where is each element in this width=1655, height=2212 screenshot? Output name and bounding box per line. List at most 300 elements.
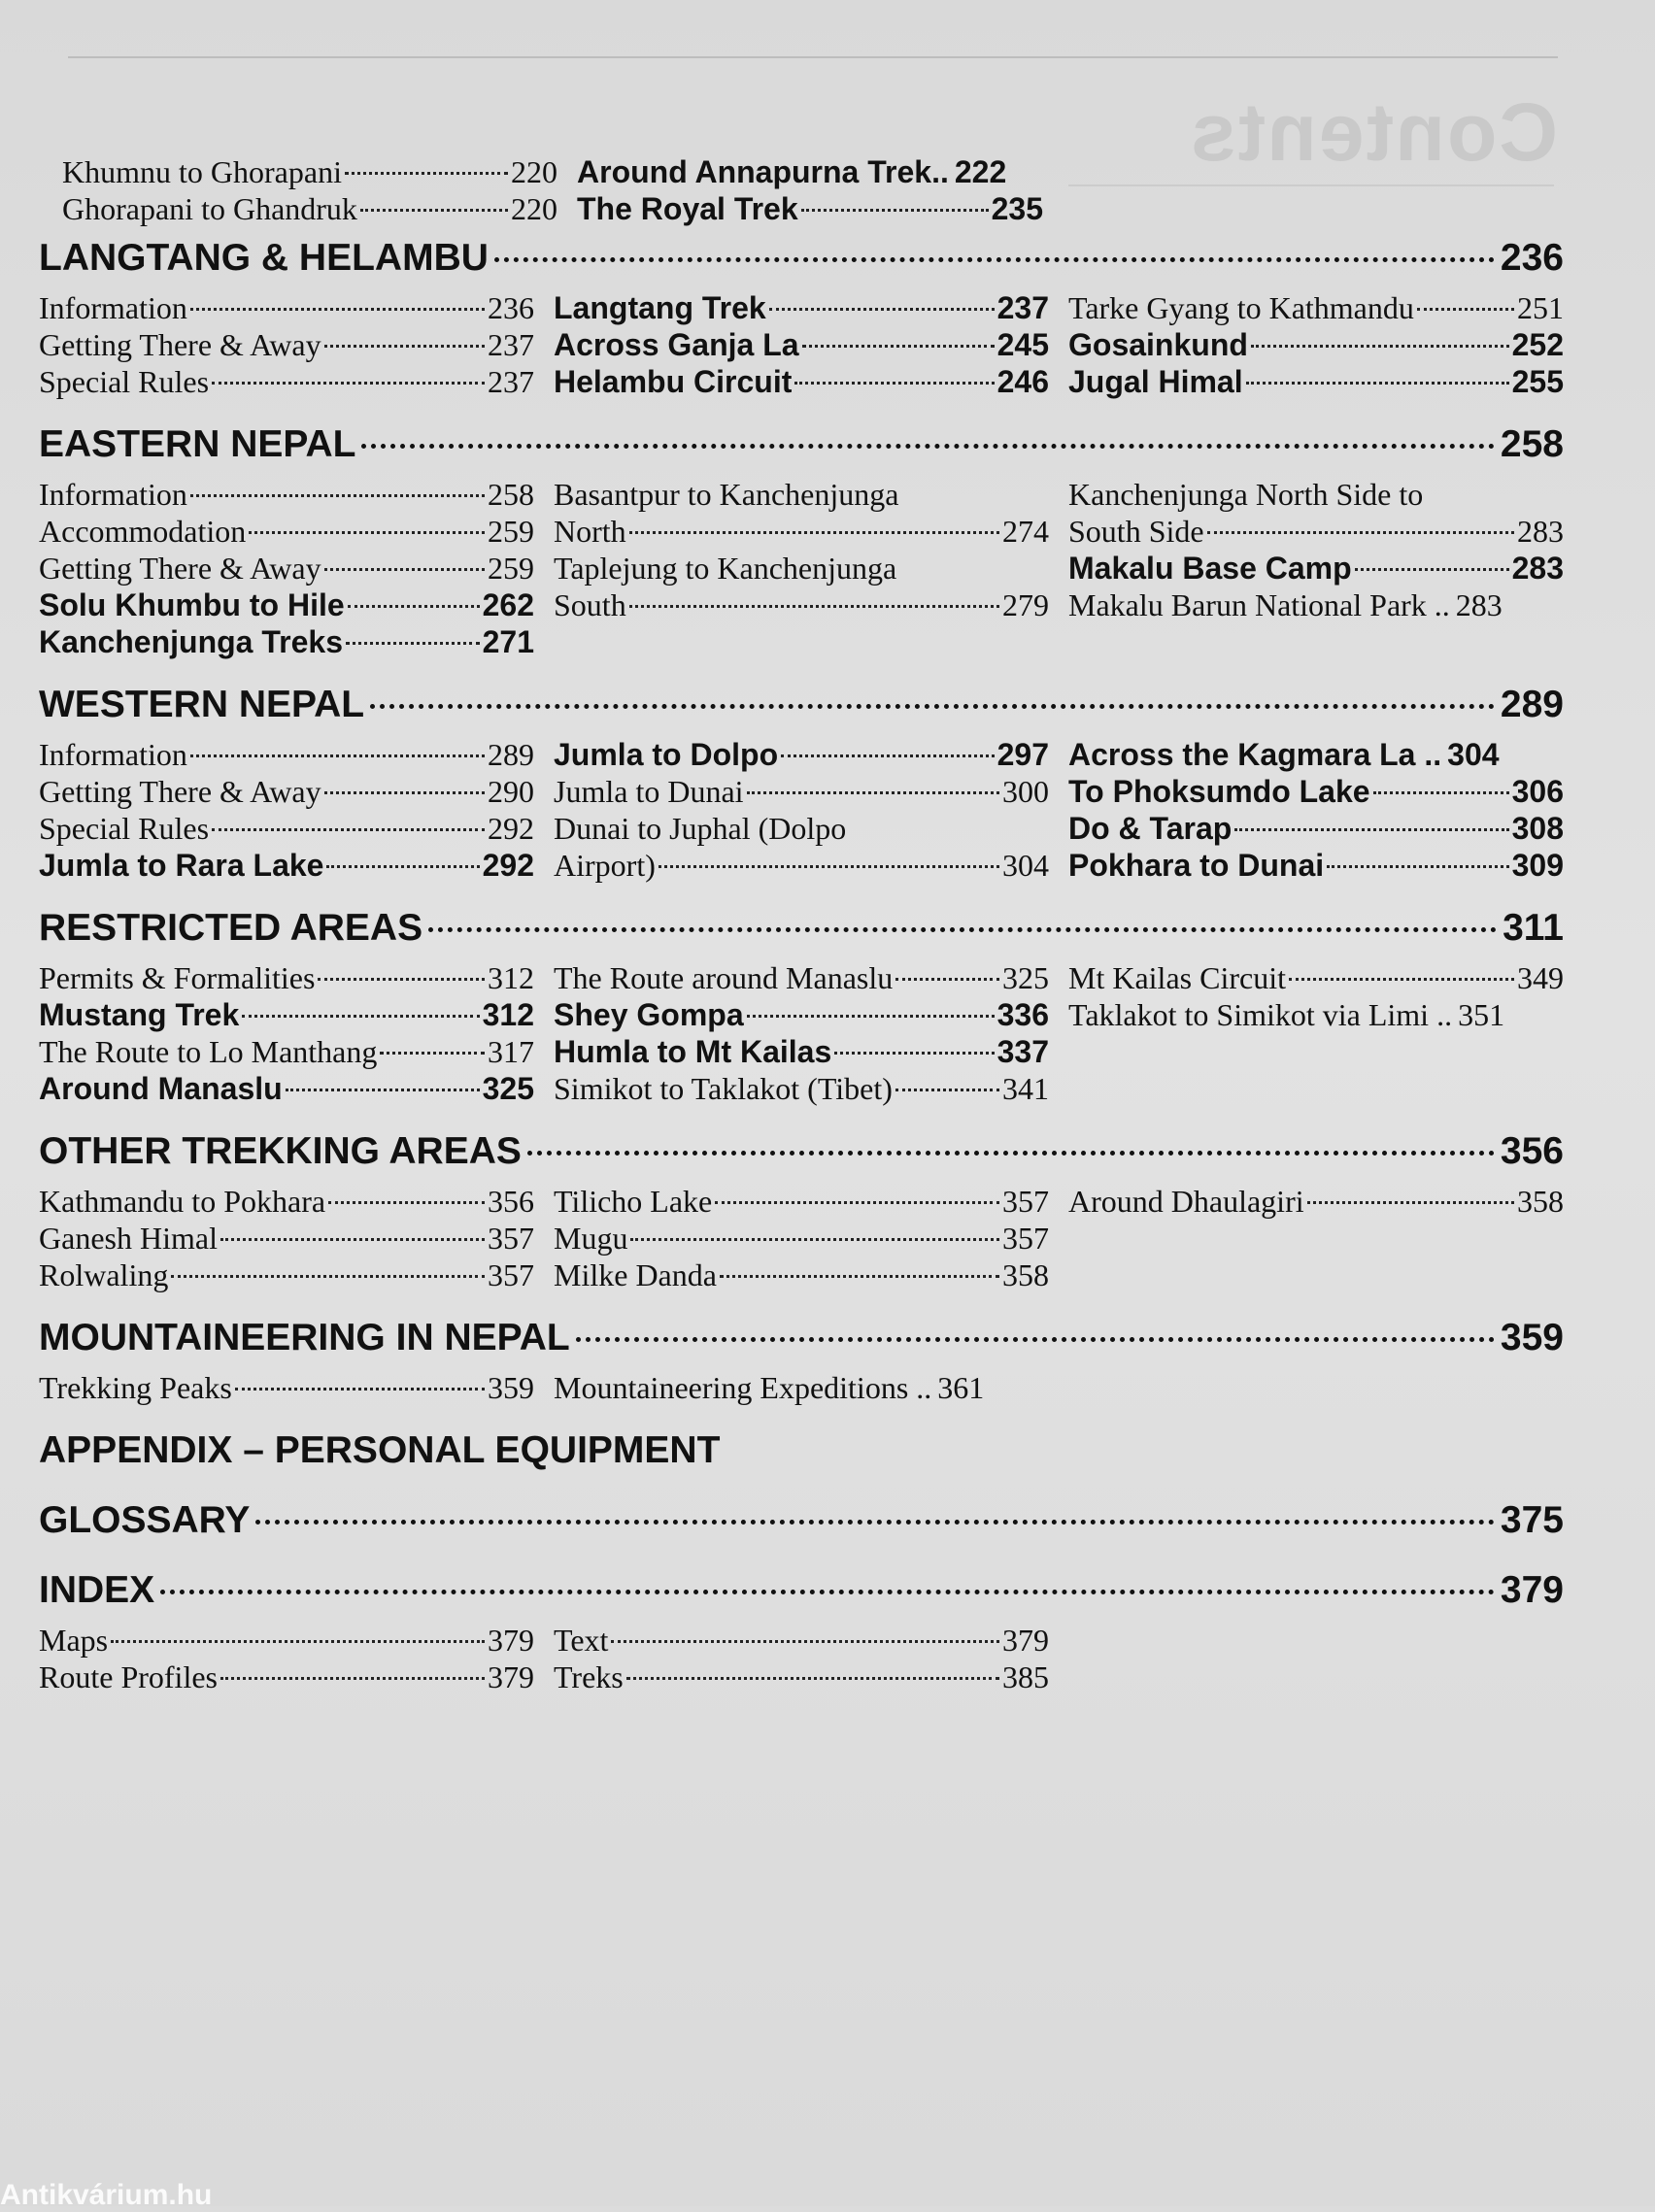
toc-column [554, 1622, 1049, 1695]
toc-entry[interactable] [554, 1033, 1049, 1070]
dot-leader [1417, 308, 1514, 311]
toc-entry[interactable] [39, 996, 534, 1033]
toc-entry[interactable] [1068, 550, 1564, 587]
entry-title: Taplejung to Kanchenjunga [554, 551, 897, 586]
entry-title: Dunai to Juphal (Dolpo [554, 811, 847, 846]
toc-entry[interactable] [554, 996, 1049, 1033]
section-heading[interactable] [39, 1490, 1564, 1552]
entry-page: 258 [488, 477, 534, 512]
toc-entry[interactable] [554, 847, 1049, 884]
toc-column [554, 1183, 1049, 1293]
entry-title: Makalu Barun National Park .. [1068, 587, 1450, 622]
entry-page: 246 [996, 364, 1049, 399]
dot-leader [747, 791, 999, 794]
watermark: Antikvárium.hu [0, 2179, 213, 2211]
entry-title: Tilicho Lake [554, 1184, 713, 1219]
dot-leader [895, 1089, 999, 1091]
section-page: 356 [1500, 1130, 1564, 1172]
dot-leader [611, 1640, 999, 1643]
toc-entry[interactable] [554, 1369, 1049, 1406]
entry-title: South Side [1068, 514, 1204, 549]
entry-title: The Route to Lo Manthang [39, 1034, 378, 1069]
toc-entry[interactable] [554, 1659, 1049, 1695]
entry-title: Mt Kailas Circuit [1068, 960, 1286, 995]
dot-leader [190, 754, 485, 757]
toc-entry[interactable] [577, 153, 1043, 190]
entry-page: 289 [488, 737, 534, 772]
section-heading[interactable] [39, 1307, 1564, 1369]
entry-title: Milke Danda [554, 1257, 717, 1292]
toc-section [39, 1559, 1564, 1709]
contents-list [39, 153, 1564, 1709]
entry-page: 359 [488, 1370, 534, 1405]
dot-leader [190, 308, 485, 311]
entry-page: 290 [488, 774, 534, 809]
entry-page: 358 [1002, 1257, 1049, 1292]
entry-page: 379 [488, 1623, 534, 1658]
entry-title: Rolwaling [39, 1257, 169, 1292]
entry-page: 349 [1517, 960, 1564, 995]
toc-entry[interactable] [39, 1220, 534, 1257]
dot-leader [212, 828, 485, 831]
entry-page: 357 [488, 1257, 534, 1292]
toc-column [554, 959, 1049, 1107]
entry-title: The Royal Trek [577, 191, 798, 226]
entry-title: Across the Kagmara La .. [1068, 737, 1442, 772]
dot-leader [326, 865, 479, 868]
toc-sections [39, 227, 1564, 1709]
toc-entry[interactable] [554, 587, 1049, 623]
entry-page: 255 [1511, 364, 1564, 399]
entry-page: 385 [1002, 1659, 1049, 1694]
toc-entry[interactable] [39, 623, 534, 660]
section-page: 379 [1500, 1569, 1564, 1611]
dot-leader [1355, 568, 1509, 571]
toc-entry[interactable] [62, 190, 557, 227]
toc-entry[interactable] [39, 550, 534, 587]
toc-column [1068, 1622, 1564, 1695]
toc-entry[interactable] [554, 1257, 1049, 1293]
entry-page: 357 [1002, 1184, 1049, 1219]
section-title: GLOSSARY [39, 1499, 251, 1541]
entry-page: 325 [482, 1071, 534, 1106]
entry-page: 325 [1002, 960, 1049, 995]
toc-entry[interactable] [1068, 289, 1564, 326]
toc-entry[interactable] [39, 1369, 534, 1406]
dot-leader [781, 754, 995, 757]
toc-column [1068, 289, 1564, 400]
toc-section [39, 674, 1564, 897]
entry-title: Taklakot to Simikot via Limi .. [1068, 997, 1453, 1032]
entry-title: Shey Gompa [554, 997, 744, 1032]
toc-entry[interactable] [39, 476, 534, 513]
toc-entry[interactable] [39, 736, 534, 773]
toc-entry[interactable] [554, 550, 1049, 587]
entry-page: 300 [1002, 774, 1049, 809]
entry-page: 351 [1458, 997, 1505, 1032]
entry-page: 262 [482, 587, 534, 622]
toc-entry[interactable] [1068, 847, 1564, 884]
toc-entry[interactable] [554, 326, 1049, 363]
toc-column [1068, 736, 1564, 884]
toc-entry[interactable] [39, 326, 534, 363]
toc-column [554, 736, 1049, 884]
dot-leader [895, 978, 999, 981]
section-heading[interactable] [39, 1121, 1564, 1183]
dot-leader [626, 1677, 999, 1680]
dot-leader [1307, 1201, 1514, 1204]
entry-title: To Phoksumdo Lake [1068, 774, 1370, 809]
dot-leader [160, 1590, 1495, 1594]
dot-leader [1207, 531, 1514, 534]
entry-page: 336 [996, 997, 1049, 1032]
dot-leader [220, 1677, 485, 1680]
entry-page: 312 [488, 960, 534, 995]
dot-leader [720, 1275, 999, 1278]
entry-title: Jumla to Dunai [554, 774, 744, 809]
dot-leader [380, 1052, 485, 1055]
entry-title: Gosainkund [1068, 327, 1248, 362]
entry-title: Information [39, 477, 187, 512]
entry-title: Basantpur to Kanchenjunga [554, 477, 899, 512]
entry-title: Across Ganja La [554, 327, 799, 362]
entry-page: 236 [488, 290, 534, 325]
toc-column [1068, 1369, 1564, 1406]
entry-page: 357 [1002, 1221, 1049, 1256]
dot-leader [802, 345, 995, 348]
toc-entry[interactable] [554, 959, 1049, 996]
entry-title: Ghorapani to Ghandruk [62, 191, 357, 226]
dot-leader [1327, 865, 1508, 868]
section-title: APPENDIX – PERSONAL EQUIPMENT [39, 1429, 721, 1471]
entry-title: Jumla to Dolpo [554, 737, 779, 772]
toc-column [39, 1183, 534, 1293]
dot-leader [360, 209, 508, 212]
entry-title: Solu Khumbu to Hile [39, 587, 345, 622]
entry-page: 283 [1517, 514, 1564, 549]
toc-entry[interactable] [39, 289, 534, 326]
section-columns [39, 289, 1564, 400]
entry-title: Getting There & Away [39, 327, 321, 362]
toc-column [554, 1369, 1049, 1406]
section-title: INDEX [39, 1569, 155, 1611]
entry-page: 222 [954, 154, 1007, 189]
top-rule [68, 56, 1558, 58]
entry-page: 361 [937, 1370, 985, 1405]
toc-entry[interactable] [554, 513, 1049, 550]
entry-page: 312 [482, 997, 534, 1032]
toc-entry[interactable] [554, 1070, 1049, 1107]
entry-title: The Route around Manaslu [554, 960, 894, 995]
entry-title: Getting There & Away [39, 551, 321, 586]
toc-entry[interactable] [1068, 959, 1564, 996]
toc-entry[interactable] [39, 1622, 534, 1659]
dot-leader [659, 865, 999, 868]
toc-column [577, 153, 1043, 227]
dot-leader [286, 1089, 480, 1091]
dot-leader [346, 642, 480, 645]
dot-leader [834, 1052, 994, 1055]
toc-column [1068, 476, 1564, 660]
entry-title: Getting There & Away [39, 774, 321, 809]
toc-entry[interactable] [1068, 363, 1564, 400]
dot-leader [324, 345, 485, 348]
entry-page: 304 [1447, 737, 1500, 772]
toc-entry[interactable] [39, 363, 534, 400]
toc-column [39, 476, 534, 660]
section-heading[interactable] [39, 1420, 1564, 1482]
entry-title: Makalu Base Camp [1068, 551, 1352, 586]
entry-page: 220 [511, 191, 557, 226]
entry-title: Special Rules [39, 811, 210, 846]
entry-page: 337 [996, 1034, 1049, 1069]
dot-leader [220, 1238, 485, 1241]
toc-column [39, 1622, 534, 1695]
toc-entry[interactable] [39, 1183, 534, 1220]
dot-leader [801, 209, 989, 212]
dot-leader [255, 1520, 1495, 1525]
dot-leader [1289, 978, 1514, 981]
toc-entry[interactable] [39, 847, 534, 884]
show-through-title: Contents [1189, 86, 1558, 178]
toc-entry[interactable] [577, 190, 1043, 227]
toc-entry[interactable] [39, 1659, 534, 1695]
entry-page: 379 [1002, 1623, 1049, 1658]
toc-entry[interactable] [1068, 773, 1564, 810]
entry-title: Trekking Peaks [39, 1370, 232, 1405]
entry-page: 237 [488, 327, 534, 362]
entry-page: 283 [1511, 551, 1564, 586]
toc-entry[interactable] [1068, 810, 1564, 847]
toc-column [1068, 959, 1564, 1107]
entry-title: Mountaineering Expeditions .. [554, 1370, 932, 1405]
entry-page: 251 [1517, 290, 1564, 325]
toc-entry[interactable] [554, 1220, 1049, 1257]
dot-leader [328, 1201, 485, 1204]
toc-column [39, 959, 534, 1107]
dot-leader [361, 444, 1494, 449]
entry-page: 235 [991, 191, 1043, 226]
toc-entry[interactable] [554, 736, 1049, 773]
entry-page: 274 [1002, 514, 1049, 549]
entry-page: 317 [488, 1034, 534, 1069]
toc-section [39, 897, 1564, 1121]
entry-title: Ganesh Himal [39, 1221, 218, 1256]
entry-title: Route Profiles [39, 1659, 218, 1694]
section-heading[interactable] [39, 897, 1564, 959]
dot-leader [249, 531, 485, 534]
entry-page: 341 [1002, 1071, 1049, 1106]
section-page: 311 [1503, 907, 1564, 949]
entry-page: 308 [1511, 811, 1564, 846]
dot-leader [629, 605, 999, 608]
entry-page: 283 [1455, 587, 1503, 622]
dot-leader [235, 1388, 485, 1391]
section-heading[interactable] [39, 227, 1564, 289]
toc-entry[interactable] [39, 773, 534, 810]
toc-entry[interactable] [554, 289, 1049, 326]
toc-entry[interactable] [554, 476, 1049, 513]
dot-leader [630, 1238, 999, 1241]
entry-title: Khumnu to Ghorapani [62, 154, 342, 189]
toc-entry[interactable] [554, 773, 1049, 810]
toc-entry[interactable] [1068, 513, 1564, 550]
entry-page: 292 [482, 848, 534, 883]
section-page: 359 [1500, 1317, 1564, 1358]
entry-title: Information [39, 290, 187, 325]
section-columns [39, 1369, 1564, 1406]
entry-page: 292 [488, 811, 534, 846]
entry-page: 237 [996, 290, 1049, 325]
entry-page: 245 [996, 327, 1049, 362]
section-title: RESTRICTED AREAS [39, 907, 423, 949]
toc-entry[interactable] [39, 1033, 534, 1070]
entry-title: Kanchenjunga Treks [39, 624, 343, 659]
entry-page: 379 [488, 1659, 534, 1694]
section-page: 289 [1500, 684, 1564, 725]
dot-leader [1373, 791, 1509, 794]
section-page: 258 [1500, 423, 1564, 465]
toc-entry[interactable] [1068, 736, 1564, 773]
toc-section [39, 1420, 1564, 1490]
entry-title: North [554, 514, 626, 549]
dot-leader [318, 978, 485, 981]
entry-title: Mugu [554, 1221, 628, 1256]
entry-title: Around Dhaulagiri [1068, 1184, 1304, 1219]
toc-entry[interactable] [39, 513, 534, 550]
toc-entry[interactable] [554, 363, 1049, 400]
entry-page: 306 [1511, 774, 1564, 809]
toc-column [39, 289, 534, 400]
dot-leader [794, 382, 994, 385]
toc-entry[interactable] [62, 153, 557, 190]
entry-page: 237 [488, 364, 534, 399]
section-heading[interactable] [39, 414, 1564, 476]
toc-entry[interactable] [554, 1183, 1049, 1220]
entry-title: Do & Tarap [1068, 811, 1233, 846]
entry-page: 220 [511, 154, 557, 189]
dot-leader [348, 605, 480, 608]
dot-leader [494, 257, 1495, 262]
section-title: OTHER TREKKING AREAS [39, 1130, 522, 1172]
entry-title: Accommodation [39, 514, 247, 549]
toc-entry[interactable] [1068, 1183, 1564, 1220]
dot-leader [629, 531, 999, 534]
section-heading[interactable] [39, 674, 1564, 736]
entry-title: Mustang Trek [39, 997, 240, 1032]
dot-leader [747, 1015, 995, 1018]
entry-title: Simikot to Taklakot (Tibet) [554, 1071, 893, 1106]
dot-leader [324, 568, 485, 571]
section-columns [39, 959, 1564, 1107]
dot-leader [1234, 828, 1508, 831]
dot-leader [324, 791, 485, 794]
toc-section [39, 1307, 1564, 1420]
continued-entries [62, 153, 1564, 227]
entry-title: Jugal Himal [1068, 364, 1243, 399]
dot-leader [212, 382, 485, 385]
section-columns [39, 1183, 1564, 1293]
entry-title: Around Manaslu [39, 1071, 283, 1106]
toc-section [39, 1490, 1564, 1559]
entry-title: Kanchenjunga North Side to [1068, 477, 1424, 512]
dot-leader [428, 927, 1497, 932]
toc-entry[interactable] [1068, 587, 1564, 623]
section-title: MOUNTAINEERING IN NEPAL [39, 1317, 570, 1358]
entry-title: Maps [39, 1623, 109, 1658]
entry-page: 356 [488, 1184, 534, 1219]
dot-leader [527, 1151, 1495, 1156]
entry-page: 252 [1511, 327, 1564, 362]
entry-title: Special Rules [39, 364, 210, 399]
toc-entry[interactable] [39, 810, 534, 847]
dot-leader [345, 172, 508, 175]
entry-title: Text [554, 1623, 609, 1658]
toc-column [39, 1369, 534, 1406]
toc-entry[interactable] [39, 959, 534, 996]
dot-leader [1251, 345, 1509, 348]
entry-page: 259 [488, 514, 534, 549]
toc-section [39, 227, 1564, 414]
toc-entry[interactable] [39, 587, 534, 623]
entry-page: 297 [996, 737, 1049, 772]
entry-title: Humla to Mt Kailas [554, 1034, 832, 1069]
toc-entry[interactable] [39, 1070, 534, 1107]
entry-page: 279 [1002, 587, 1049, 622]
entry-page: 358 [1517, 1184, 1564, 1219]
toc-column [1068, 1183, 1564, 1293]
entry-title: Kathmandu to Pokhara [39, 1184, 326, 1219]
section-columns [39, 476, 1564, 660]
toc-entry[interactable] [39, 1257, 534, 1293]
entry-title: South [554, 587, 626, 622]
dot-leader [576, 1337, 1495, 1342]
section-columns [39, 1622, 1564, 1695]
entry-page: 357 [488, 1221, 534, 1256]
dot-leader [769, 308, 995, 311]
entry-page: 309 [1511, 848, 1564, 883]
section-title: EASTERN NEPAL [39, 423, 356, 465]
toc-entry[interactable] [1068, 996, 1564, 1033]
toc-entry[interactable] [554, 1622, 1049, 1659]
toc-section [39, 1121, 1564, 1307]
entry-title: Helambu Circuit [554, 364, 793, 399]
entry-title: Information [39, 737, 187, 772]
entry-page: 259 [488, 551, 534, 586]
toc-entry[interactable] [1068, 476, 1564, 513]
toc-column [554, 289, 1049, 400]
entry-title: Tarke Gyang to Kathmandu [1068, 290, 1414, 325]
toc-column [62, 153, 557, 227]
dot-leader [242, 1015, 479, 1018]
dot-leader [1246, 382, 1509, 385]
entry-title: Jumla to Rara Lake [39, 848, 324, 883]
section-page: 375 [1500, 1499, 1564, 1541]
toc-column [554, 476, 1049, 660]
entry-page: 304 [1002, 848, 1049, 883]
dot-leader [190, 494, 485, 497]
entry-title: Around Annapurna Trek.. [577, 154, 949, 189]
toc-entry[interactable] [1068, 326, 1564, 363]
entry-page: 271 [482, 624, 534, 659]
section-heading[interactable] [39, 1559, 1564, 1622]
entry-title: Langtang Trek [554, 290, 766, 325]
section-page: 236 [1500, 237, 1564, 279]
dot-leader [715, 1201, 999, 1204]
toc-entry[interactable] [554, 810, 1049, 847]
dot-leader [111, 1640, 485, 1643]
section-columns [39, 736, 1564, 884]
